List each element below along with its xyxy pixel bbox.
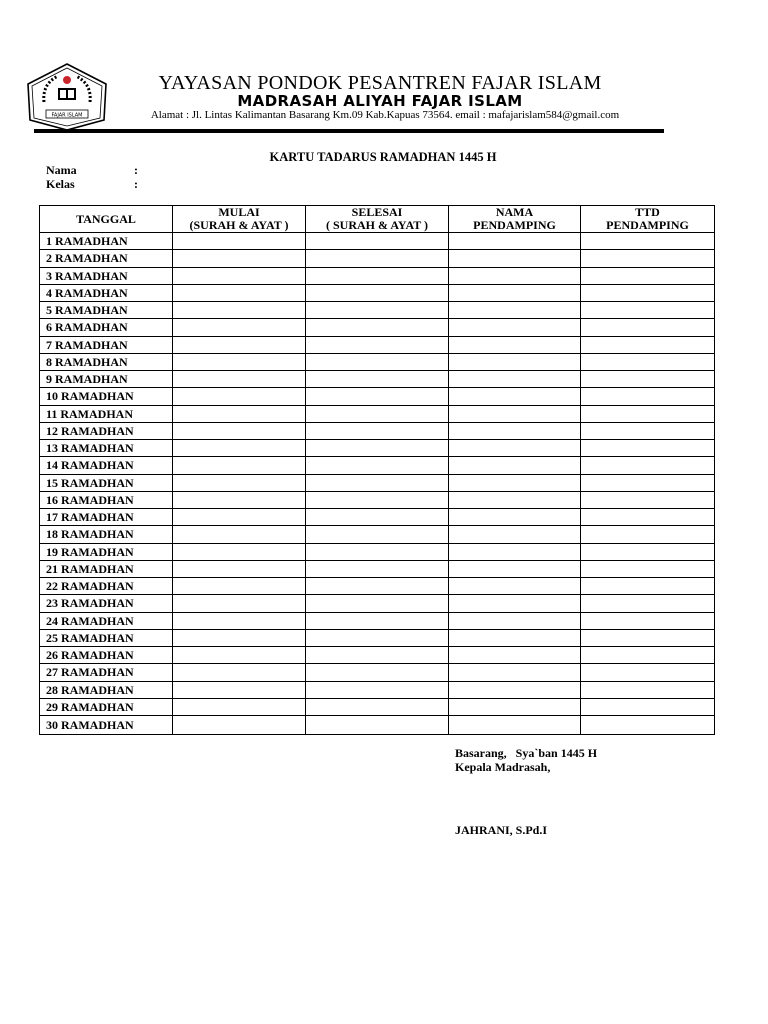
start-cell[interactable]	[173, 647, 306, 664]
date-cell: 1 RAMADHAN	[40, 233, 173, 250]
date-cell: 29 RAMADHAN	[40, 698, 173, 715]
companion-name-cell[interactable]	[449, 474, 581, 491]
date-cell: 12 RAMADHAN	[40, 422, 173, 439]
end-cell[interactable]	[306, 319, 449, 336]
school-name: MADRASAH ALIYAH FAJAR ISLAM	[237, 92, 523, 110]
companion-name-cell[interactable]	[449, 371, 581, 388]
start-cell[interactable]	[173, 716, 306, 735]
signature-cell[interactable]	[581, 647, 715, 664]
companion-name-cell[interactable]	[449, 526, 581, 543]
table-row	[40, 474, 715, 491]
end-cell[interactable]	[306, 526, 449, 543]
signature-cell[interactable]	[581, 491, 715, 508]
signature-cell[interactable]	[581, 440, 715, 457]
date-cell: 21 RAMADHAN	[40, 560, 173, 577]
table-row	[40, 353, 715, 370]
table-row	[40, 250, 715, 267]
signature-cell[interactable]	[581, 716, 715, 735]
companion-name-cell[interactable]	[449, 302, 581, 319]
col-header-tanggal	[40, 206, 173, 233]
end-cell[interactable]	[306, 595, 449, 612]
table-row	[40, 371, 715, 388]
table-row	[40, 422, 715, 439]
end-cell[interactable]	[306, 681, 449, 698]
table-row	[40, 336, 715, 353]
foundation-name: YAYASAN PONDOK PESANTREN FAJAR ISLAM	[158, 72, 602, 94]
start-cell[interactable]	[173, 319, 306, 336]
col-header-nama-line2: PENDAMPING	[473, 218, 556, 232]
date-cell: 13 RAMADHAN	[40, 440, 173, 457]
signature-cell[interactable]	[581, 233, 715, 250]
table-row	[40, 284, 715, 301]
companion-name-cell[interactable]	[449, 267, 581, 284]
date-cell: 17 RAMADHAN	[40, 509, 173, 526]
date-cell: 14 RAMADHAN	[40, 457, 173, 474]
start-cell[interactable]	[173, 612, 306, 629]
signature-cell[interactable]	[581, 457, 715, 474]
start-cell[interactable]	[173, 284, 306, 301]
end-cell[interactable]	[306, 233, 449, 250]
table-row	[40, 629, 715, 646]
signature-cell[interactable]	[581, 388, 715, 405]
companion-name-cell[interactable]	[449, 491, 581, 508]
table-row	[40, 681, 715, 698]
signature-cell[interactable]	[581, 353, 715, 370]
col-header-mulai-line1: MULAI	[218, 205, 260, 219]
col-header-tanggal-line1: TANGGAL	[76, 211, 136, 226]
signature-cell[interactable]	[581, 319, 715, 336]
date-cell: 25 RAMADHAN	[40, 629, 173, 646]
col-header-mulai-line2: (SURAH & AYAT )	[189, 218, 289, 232]
start-cell[interactable]	[173, 388, 306, 405]
start-cell[interactable]	[173, 526, 306, 543]
end-cell[interactable]	[306, 440, 449, 457]
date-cell: 22 RAMADHAN	[40, 578, 173, 595]
col-header-nama-line1: NAMA	[495, 205, 534, 219]
companion-name-cell[interactable]	[449, 629, 581, 646]
signature-cell[interactable]	[581, 595, 715, 612]
table-row	[40, 716, 715, 735]
signature-cell[interactable]	[581, 629, 715, 646]
end-cell[interactable]	[306, 336, 449, 353]
signature-cell[interactable]	[581, 371, 715, 388]
companion-name-cell[interactable]	[449, 250, 581, 267]
table-row	[40, 302, 715, 319]
signature-place-date: Basarang, Sya`ban 1445 H	[455, 746, 598, 760]
date-cell: 30 RAMADHAN	[40, 716, 173, 735]
col-header-ttd-pendamping	[581, 206, 715, 233]
start-cell[interactable]	[173, 405, 306, 422]
table-row	[40, 388, 715, 405]
end-cell[interactable]	[306, 405, 449, 422]
table-row	[40, 457, 715, 474]
col-header-ttd-line2: PENDAMPING	[606, 218, 689, 232]
date-cell: 3 RAMADHAN	[40, 267, 173, 284]
start-cell[interactable]	[173, 509, 306, 526]
date-cell: 9 RAMADHAN	[40, 371, 173, 388]
table-row	[40, 233, 715, 250]
date-cell: 24 RAMADHAN	[40, 612, 173, 629]
end-cell[interactable]	[306, 698, 449, 715]
col-header-selesai-line2: ( SURAH & AYAT )	[325, 218, 429, 232]
end-cell[interactable]	[306, 629, 449, 646]
date-cell: 10 RAMADHAN	[40, 388, 173, 405]
table-row	[40, 560, 715, 577]
document-title-text: KARTU TADARUS RAMADHAN 1445 H	[269, 150, 497, 164]
end-cell[interactable]	[306, 457, 449, 474]
start-cell[interactable]	[173, 560, 306, 577]
start-cell[interactable]	[173, 457, 306, 474]
signature-name: JAHRANI, S.Pd.I	[455, 823, 548, 837]
tadarus-table	[39, 205, 715, 735]
signature-cell[interactable]	[581, 664, 715, 681]
field-kelas	[46, 177, 138, 192]
start-cell[interactable]	[173, 302, 306, 319]
start-cell[interactable]	[173, 664, 306, 681]
table-row	[40, 526, 715, 543]
signature-cell[interactable]	[581, 267, 715, 284]
col-header-nama-pendamping	[449, 206, 581, 233]
end-cell[interactable]	[306, 578, 449, 595]
companion-name-cell[interactable]	[449, 560, 581, 577]
companion-name-cell[interactable]	[449, 319, 581, 336]
signature-position: Kepala Madrasah,	[455, 760, 551, 774]
table-row	[40, 578, 715, 595]
date-cell: 15 RAMADHAN	[40, 474, 173, 491]
date-cell: 6 RAMADHAN	[40, 319, 173, 336]
table-header-row	[40, 206, 715, 233]
end-cell[interactable]	[306, 353, 449, 370]
start-cell[interactable]	[173, 353, 306, 370]
signature-cell[interactable]	[581, 681, 715, 698]
signature-cell[interactable]	[581, 302, 715, 319]
start-cell[interactable]	[173, 578, 306, 595]
table-row	[40, 647, 715, 664]
companion-name-cell[interactable]	[449, 233, 581, 250]
signature-cell[interactable]	[581, 422, 715, 439]
companion-name-cell[interactable]	[449, 578, 581, 595]
table-row	[40, 267, 715, 284]
signature-cell[interactable]	[581, 698, 715, 715]
signature-cell[interactable]	[581, 336, 715, 353]
start-cell[interactable]	[173, 698, 306, 715]
end-cell[interactable]	[306, 560, 449, 577]
date-cell: 19 RAMADHAN	[40, 543, 173, 560]
end-cell[interactable]	[306, 302, 449, 319]
signature-cell[interactable]	[581, 509, 715, 526]
signature-cell[interactable]	[581, 405, 715, 422]
start-cell[interactable]	[173, 233, 306, 250]
date-cell: 28 RAMADHAN	[40, 681, 173, 698]
table-body	[40, 233, 715, 735]
school-address: Alamat : Jl. Lintas Kalimantan Basarang Km.09 Kab.Kapuas 73564. email : mafajarislam584@gmail.com	[150, 109, 620, 121]
start-cell[interactable]	[173, 474, 306, 491]
date-cell: 16 RAMADHAN	[40, 491, 173, 508]
companion-name-cell[interactable]	[449, 595, 581, 612]
start-cell[interactable]	[173, 595, 306, 612]
col-header-selesai	[306, 206, 449, 233]
signature-cell[interactable]	[581, 578, 715, 595]
end-cell[interactable]	[306, 388, 449, 405]
signature-cell[interactable]	[581, 560, 715, 577]
end-cell[interactable]	[306, 664, 449, 681]
end-cell[interactable]	[306, 422, 449, 439]
table-row	[40, 595, 715, 612]
date-cell: 5 RAMADHAN	[40, 302, 173, 319]
school-emblem-logo	[24, 62, 110, 132]
companion-name-cell[interactable]	[449, 284, 581, 301]
end-cell[interactable]	[306, 647, 449, 664]
field-nama-label: Nama	[46, 163, 77, 177]
end-cell[interactable]	[306, 716, 449, 735]
field-kelas-label: Kelas	[46, 177, 75, 191]
col-header-mulai	[173, 206, 306, 233]
start-cell[interactable]	[173, 629, 306, 646]
end-cell[interactable]	[306, 250, 449, 267]
table-row	[40, 698, 715, 715]
start-cell[interactable]	[173, 681, 306, 698]
header-divider	[34, 129, 664, 133]
date-cell: 2 RAMADHAN	[40, 250, 173, 267]
col-header-ttd-line1: TTD	[635, 205, 660, 219]
end-cell[interactable]	[306, 284, 449, 301]
companion-name-cell[interactable]	[449, 422, 581, 439]
signature-cell[interactable]	[581, 250, 715, 267]
field-nama	[46, 163, 138, 178]
companion-name-cell[interactable]	[449, 353, 581, 370]
start-cell[interactable]	[173, 371, 306, 388]
table-row	[40, 664, 715, 681]
col-header-selesai-line1: SELESAI	[351, 205, 403, 219]
start-cell[interactable]	[173, 250, 306, 267]
signature-cell[interactable]	[581, 612, 715, 629]
end-cell[interactable]	[306, 491, 449, 508]
signature-cell[interactable]	[581, 284, 715, 301]
date-cell: 4 RAMADHAN	[40, 284, 173, 301]
date-cell: 27 RAMADHAN	[40, 664, 173, 681]
companion-name-cell[interactable]	[449, 647, 581, 664]
field-nama-separator: :	[134, 163, 138, 177]
field-kelas-separator: :	[134, 177, 138, 191]
signature-cell[interactable]	[581, 543, 715, 560]
table-row	[40, 491, 715, 508]
table-row	[40, 509, 715, 526]
date-cell: 7 RAMADHAN	[40, 336, 173, 353]
table-row	[40, 612, 715, 629]
start-cell[interactable]	[173, 543, 306, 560]
end-cell[interactable]	[306, 612, 449, 629]
date-cell: 18 RAMADHAN	[40, 526, 173, 543]
start-cell[interactable]	[173, 491, 306, 508]
logo-text: FAJAR ISLAM	[51, 112, 83, 119]
start-cell[interactable]	[173, 440, 306, 457]
end-cell[interactable]	[306, 371, 449, 388]
signature-cell[interactable]	[581, 526, 715, 543]
start-cell[interactable]	[173, 422, 306, 439]
companion-name-cell[interactable]	[449, 457, 581, 474]
companion-name-cell[interactable]	[449, 612, 581, 629]
start-cell[interactable]	[173, 267, 306, 284]
companion-name-cell[interactable]	[449, 664, 581, 681]
table-row	[40, 440, 715, 457]
date-cell: 23 RAMADHAN	[40, 595, 173, 612]
end-cell[interactable]	[306, 543, 449, 560]
start-cell[interactable]	[173, 336, 306, 353]
companion-name-cell[interactable]	[449, 405, 581, 422]
table-row	[40, 543, 715, 560]
table-row	[40, 405, 715, 422]
date-cell: 26 RAMADHAN	[40, 647, 173, 664]
signature-cell[interactable]	[581, 474, 715, 491]
companion-name-cell[interactable]	[449, 698, 581, 715]
table-row	[40, 319, 715, 336]
companion-name-cell[interactable]	[449, 509, 581, 526]
companion-name-cell[interactable]	[449, 388, 581, 405]
end-cell[interactable]	[306, 509, 449, 526]
end-cell[interactable]	[306, 474, 449, 491]
companion-name-cell[interactable]	[449, 336, 581, 353]
companion-name-cell[interactable]	[449, 716, 581, 735]
companion-name-cell[interactable]	[449, 440, 581, 457]
date-cell: 11 RAMADHAN	[40, 405, 173, 422]
date-cell: 8 RAMADHAN	[40, 353, 173, 370]
companion-name-cell[interactable]	[449, 681, 581, 698]
end-cell[interactable]	[306, 267, 449, 284]
companion-name-cell[interactable]	[449, 543, 581, 560]
